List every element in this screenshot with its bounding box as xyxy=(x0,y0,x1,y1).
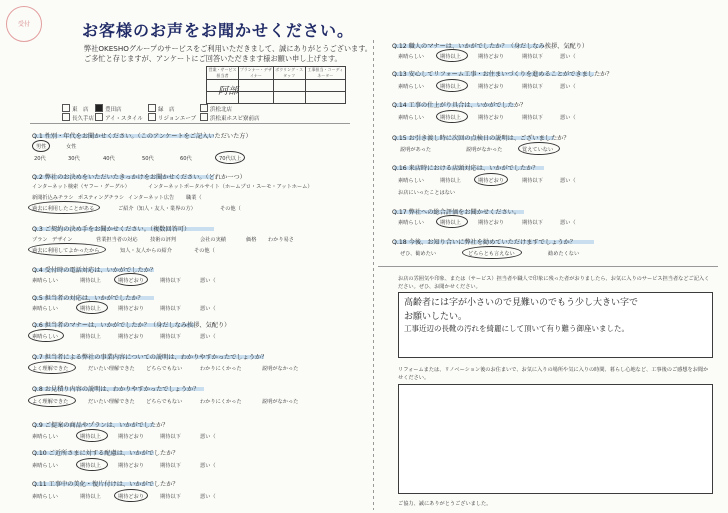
staff-role-bowling: ボウリング・スタッフ xyxy=(273,67,305,80)
q10-option-bad[interactable]: 悪い（ xyxy=(200,463,216,469)
q7-option-unclear[interactable]: わかりにくかった xyxy=(200,366,242,372)
q9-label: Q.9 ご提案の商品やプランは、いかがでしたか？ xyxy=(32,422,169,429)
q1-option-50s[interactable]: 50代 xyxy=(142,156,154,162)
q12-circle xyxy=(436,49,468,62)
q14-option-below[interactable]: 期待以下 xyxy=(522,115,543,121)
q15-label: Q.15 お引き渡し時に次回の点検日の説明は、ございましたか？ xyxy=(392,135,570,142)
q5-option-expected[interactable]: 期待どおり xyxy=(118,306,144,312)
q7-option-neutral[interactable]: どちらでもない xyxy=(146,366,183,372)
q13-option-below[interactable]: 期待以下 xyxy=(522,84,543,90)
q5-option-bad[interactable]: 悪い（ xyxy=(200,306,216,312)
q10-option-above[interactable]: 期待以上 xyxy=(80,463,101,469)
q1-label: Q.1 性別・年代をお聞かせください。（このアンケートをご記入いただいた方） xyxy=(32,133,252,140)
q15-circle xyxy=(518,142,560,155)
receipt-stamp: 受付 xyxy=(6,6,42,42)
q10-option-expected[interactable]: 期待どおり xyxy=(118,463,144,469)
q13-label: Q.13 安心してリフォーム工事・お住まいづくりを進めることができましたか？ xyxy=(392,71,613,78)
q16-circle xyxy=(474,173,508,186)
q11-option-above[interactable]: 期待以上 xyxy=(80,494,101,500)
q2-option-past-use[interactable]: 過去に利用したことがある xyxy=(32,206,95,212)
q13-option-excellent[interactable]: 素晴らしい xyxy=(398,84,424,90)
dept-hamamatsu-kita[interactable]: 浜松北店 xyxy=(200,104,232,113)
q14-option-expected[interactable]: 期待どおり xyxy=(478,115,504,121)
q8-option-none[interactable]: 説明がなかった xyxy=(262,399,299,405)
q17-label: Q.17 弊社への総合評価をお聞かせください。 xyxy=(392,209,521,216)
q8-option-unclear[interactable]: わかりにくかった xyxy=(200,399,242,405)
q5-option-below[interactable]: 期待以下 xyxy=(160,306,181,312)
q2-option-job[interactable]: 職業（ xyxy=(186,195,202,201)
q5-option-above[interactable]: 期待以上 xyxy=(80,306,101,312)
q12-option-excellent[interactable]: 素晴らしい xyxy=(398,54,424,60)
q8-option-understood[interactable]: よく理解できた xyxy=(32,399,69,405)
q10-option-below[interactable]: 期待以下 xyxy=(160,463,181,469)
q9-option-bad[interactable]: 悪い（ xyxy=(200,434,216,440)
dept-midori[interactable]: 緑 店 xyxy=(148,104,175,113)
q14-option-above[interactable]: 期待以上 xyxy=(440,115,461,121)
q2-option-search[interactable]: インターネット検索（ヤフー・グーグル） xyxy=(32,184,130,190)
q18-circle xyxy=(462,246,522,259)
q6-option-bad[interactable]: 悪い（ xyxy=(200,334,216,340)
q9-circle xyxy=(76,429,108,442)
q15-option-explained[interactable]: 説明があった xyxy=(400,147,432,153)
q13-circle xyxy=(436,79,468,92)
q4-option-above[interactable]: 期待以上 xyxy=(80,278,101,284)
q7-label: Q.7 担当者による弊社の事業内容についての説明は、わかりやすかったでしょうか？ xyxy=(32,354,268,361)
q17-option-excellent[interactable]: 素晴らしい xyxy=(398,220,424,226)
dept-hamamatsu-higashi[interactable]: 浜松東ホスピ寮前店 xyxy=(200,113,260,122)
q4-option-bad[interactable]: 悪い（ xyxy=(200,278,216,284)
q3-option-friend[interactable]: 知人・友人からの紹介 xyxy=(120,248,172,254)
divider xyxy=(30,123,350,124)
q11-option-excellent[interactable]: 素晴らしい xyxy=(32,494,58,500)
q18-option-neutral[interactable]: どちらとも言えない xyxy=(468,251,515,257)
q4-option-expected[interactable]: 期待どおり xyxy=(118,278,144,284)
dept-region[interactable]: リジョンエーブ xyxy=(148,113,196,122)
q11-label: Q.11 工事中の美化・復片付けは、いかがでしたか？ xyxy=(32,481,179,488)
q1-70s-circle xyxy=(215,151,245,164)
q8-option-neutral[interactable]: どちらでもない xyxy=(146,399,183,405)
q13-option-above[interactable]: 期待以上 xyxy=(440,84,461,90)
intro-line-1: 弊社OKESHOグループのサービスをご利用いただきまして、誠にありがとうございます。 xyxy=(84,44,372,53)
q2-option-portal[interactable]: インターネットポータルサイト（ホームプロ・スーモ・アットホーム） xyxy=(148,184,313,190)
q5-circle xyxy=(76,301,108,314)
dept-higashi[interactable]: 東 店 xyxy=(62,104,89,113)
q12-option-expected[interactable]: 期待どおり xyxy=(478,54,504,60)
q4-option-below[interactable]: 期待以下 xyxy=(160,278,181,284)
q6-circle xyxy=(28,329,64,342)
q11-option-bad[interactable]: 悪い（ xyxy=(200,494,216,500)
q12-option-above[interactable]: 期待以上 xyxy=(440,54,461,60)
q1-option-male[interactable]: 男性 xyxy=(36,144,47,150)
q1-option-60s[interactable]: 60代 xyxy=(180,156,192,162)
q16-option-excellent[interactable]: 素晴らしい xyxy=(398,178,424,184)
q16-label: Q.16 来店時における店頭対応は、いかがでしたか？ xyxy=(392,165,539,172)
q3-option-past-good[interactable]: 過去に利用してよかったから xyxy=(32,248,100,254)
q2-option-newspaper[interactable]: 新聞折込みチラシ xyxy=(32,195,74,201)
q10-circle xyxy=(76,458,108,471)
q17-option-bad[interactable]: 悪い（ xyxy=(560,220,576,226)
q3-option-other[interactable]: その他（ xyxy=(194,248,215,254)
q1-option-20s[interactable]: 20代 xyxy=(34,156,46,162)
q9-option-above[interactable]: 期待以上 xyxy=(80,434,101,440)
q17-option-below[interactable]: 期待以下 xyxy=(522,220,543,226)
q4-option-excellent[interactable]: 素晴らしい xyxy=(32,278,58,284)
q13-option-bad[interactable]: 悪い（ xyxy=(560,84,576,90)
q14-option-bad[interactable]: 悪い（ xyxy=(560,115,576,121)
q14-label: Q.14 工事の仕上がり具合は、いかがでしたか？ xyxy=(392,102,527,109)
q2-option-web-ad[interactable]: インターネット広告 xyxy=(128,195,175,201)
q1-option-40s[interactable]: 40代 xyxy=(103,156,115,162)
q4-label: Q.4 受付時の電話対応は、いかがでしたか？ xyxy=(32,267,157,274)
q6-option-above[interactable]: 期待以上 xyxy=(80,334,101,340)
q2-option-referral[interactable]: ご紹介（知人・友人・業界の方） xyxy=(118,206,196,212)
staff-role-construction: 工事担当・コーディネーター xyxy=(305,67,345,80)
q11-option-below[interactable]: 期待以下 xyxy=(160,494,181,500)
q11-option-expected[interactable]: 期待どおり xyxy=(118,494,144,500)
q17-circle xyxy=(436,215,468,228)
handwritten-line-3: 工事近辺の長靴の汚れを綺麗にして頂いて有り難う御座いました。 xyxy=(404,324,629,333)
q10-option-excellent[interactable]: 素晴らしい xyxy=(32,463,58,469)
q17-option-expected[interactable]: 期待どおり xyxy=(478,220,504,226)
column-divider xyxy=(373,40,374,510)
q9-option-excellent[interactable]: 素晴らしい xyxy=(32,434,58,440)
q1-male-circle xyxy=(32,140,50,152)
q12-label: Q.12 職人のマナーは、いかがでしたか？（身だしなみ挨拶、気配り） xyxy=(392,43,589,50)
dept-toyota[interactable]: 豊田店 xyxy=(95,104,122,113)
q18-option-yes[interactable]: ぜひ、勧めたい xyxy=(400,251,437,257)
q15-option-forgot[interactable]: 覚えていない xyxy=(522,147,554,153)
q8-circle xyxy=(28,394,76,407)
q9-option-below[interactable]: 期待以下 xyxy=(160,434,181,440)
handwritten-line-2: お願いしたい。 xyxy=(404,312,468,322)
q7-circle xyxy=(28,361,76,374)
q3-option-record[interactable]: 会社の実績 xyxy=(200,237,226,243)
intro-line-2: ご多忙と存じますが、アンケートにご回答いただきます様お願い申し上げます。 xyxy=(84,54,342,63)
q17-option-above[interactable]: 期待以上 xyxy=(440,220,461,226)
q3-option-tech[interactable]: 技術の評判 xyxy=(150,237,176,243)
reform-prompt: リフォームまたは、リノベーション後のお住まいで、お気に入りの場所や気に入りの時間、暮らし心地など、工事後のご感想をお聞かせください。 xyxy=(398,367,709,381)
q10-label: Q.10 ご近所さまに対する配慮は、いかがでしたか？ xyxy=(32,450,179,457)
q8-label: Q.8 お見積り内容の説明は、わかりやすかったでしょうか？ xyxy=(32,386,200,393)
q3-option-design[interactable]: デザイン xyxy=(52,237,73,243)
q7-option-mostly[interactable]: だいたい理解できた xyxy=(88,366,135,372)
q1-option-female[interactable]: 女性 xyxy=(66,144,77,150)
q6-label: Q.6 担当者のマナーは、いかがでしたか？（身だしなみ挨拶、気配り） xyxy=(32,322,231,329)
q15-option-not-explained[interactable]: 説明がなかった xyxy=(466,147,503,153)
staff-role-planner: プランナー・デザイナー xyxy=(239,67,272,78)
q1-option-30s[interactable]: 30代 xyxy=(68,156,80,162)
staff-role-sales: 営業・サービス担当者 xyxy=(208,67,237,78)
q1-option-70s[interactable]: 70代以上 xyxy=(219,156,242,162)
q2-option-other[interactable]: その他（ xyxy=(220,206,241,212)
q14-option-excellent[interactable]: 素晴らしい xyxy=(398,115,424,121)
q16-option-expected[interactable]: 期待どおり xyxy=(478,178,504,184)
q16-option-above[interactable]: 期待以上 xyxy=(440,178,461,184)
thanks-footer: ご協力、誠にありがとうございました。 xyxy=(398,501,492,507)
q6-option-below[interactable]: 期待以下 xyxy=(160,334,181,340)
q6-option-expected[interactable]: 期待どおり xyxy=(118,334,144,340)
q3-option-clarity[interactable]: わかり易さ xyxy=(268,237,294,243)
staff-signature: 阿部 xyxy=(218,86,238,97)
dept-nagakute[interactable]: 長久手店 xyxy=(62,113,94,122)
q16-option-below[interactable]: 期待以下 xyxy=(522,178,543,184)
q16-option-bad[interactable]: 悪い（ xyxy=(560,178,576,184)
q7-option-none[interactable]: 説明がなかった xyxy=(262,366,299,372)
q11-circle xyxy=(114,489,148,502)
q4-circle xyxy=(114,273,148,286)
q8-option-mostly[interactable]: だいたい理解できた xyxy=(88,399,135,405)
divider xyxy=(378,266,718,267)
q12-option-below[interactable]: 期待以下 xyxy=(522,54,543,60)
q14-circle xyxy=(436,110,468,123)
q5-label: Q.5 担当者の対応は、いかがでしたか？ xyxy=(32,295,144,302)
q16-option-never-visited[interactable]: お店にいったことはない xyxy=(398,190,456,196)
handwritten-line-1: 高齢者には字が小さいので見難いのでもう少し大きい字で xyxy=(404,298,639,308)
comment-prompt: お店の雰囲気や印象、または（サービス）担当者や職人で印象に残った者がおりましたら、お気に入りのサービス担当者などご記入ください。ぜひ、お聞かせください。 xyxy=(398,276,710,290)
q6-option-excellent[interactable]: 素晴らしい xyxy=(32,334,58,340)
q7-option-understood[interactable]: よく理解できた xyxy=(32,366,69,372)
q18-label: Q.18 今後、お知り合いに弊社を勧めていただけますでしょうか？ xyxy=(392,239,576,246)
q3-label: Q.3 ご契約の決め手をお聞かせください。（複数回答可） xyxy=(32,226,191,233)
q2-past-circle xyxy=(28,201,100,214)
q13-option-expected[interactable]: 期待どおり xyxy=(478,84,504,90)
q3-option-price[interactable]: 価格 xyxy=(246,237,257,243)
q12-option-bad[interactable]: 悪い（ xyxy=(560,54,576,60)
q5-option-excellent[interactable]: 素晴らしい xyxy=(32,306,58,312)
q9-option-expected[interactable]: 期待どおり xyxy=(118,434,144,440)
dept-istyle[interactable]: アイ・スタイル xyxy=(95,113,143,122)
q2-option-posting[interactable]: ポスティングチラシ xyxy=(78,195,125,201)
reform-comment-box[interactable] xyxy=(398,384,713,494)
q3-past-circle xyxy=(28,243,106,256)
page-title: お客様のお声をお聞かせください。 xyxy=(82,21,355,40)
q2-label: Q.2 弊社のお決めをいただいたきっかけをお聞かせください。（どれか一つ） xyxy=(32,174,246,181)
q3-option-plan[interactable]: プラン xyxy=(32,237,48,243)
q18-option-no[interactable]: 勧めたくない xyxy=(548,251,580,257)
q3-option-sales[interactable]: 営業担当者の対応 xyxy=(96,237,138,243)
